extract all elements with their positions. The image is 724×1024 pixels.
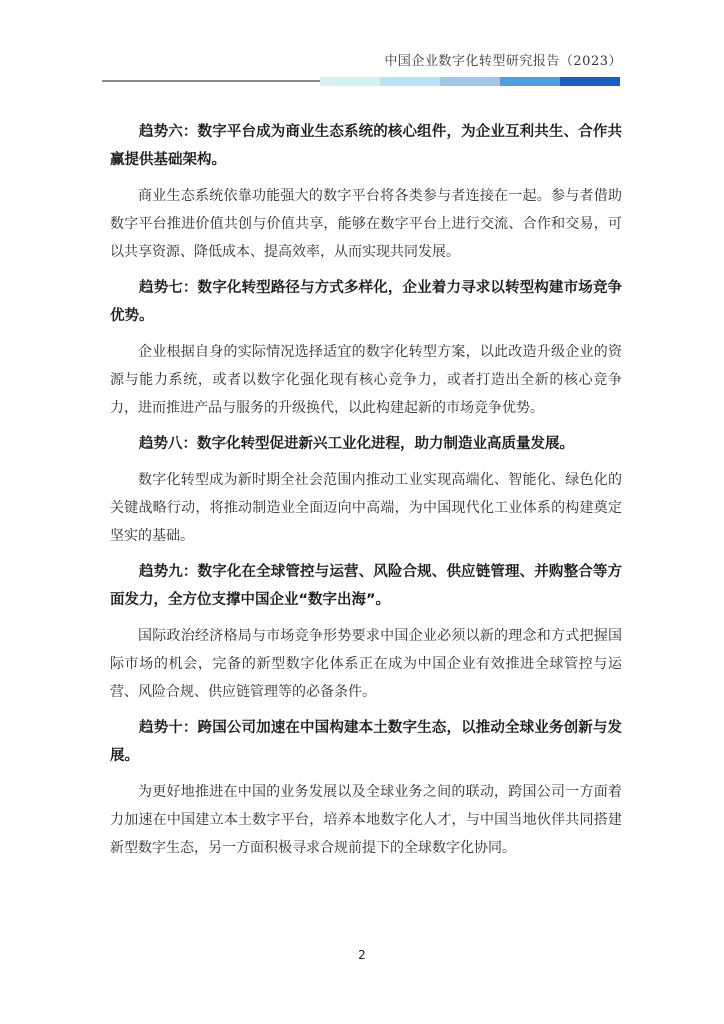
trend-ten-paragraph: 为更好地推进在中国的业务发展以及全球业务之间的联动，跨国公司一方面着力加速在中国建立本土数字平台，培养本地数字化人才，与中国当地伙伴共同搭建新型数字生态，另一方面积极寻求合规前提下的全球数字化协同。 (110, 784, 622, 856)
header-bar-segment (560, 77, 620, 86)
header-rule-line (102, 80, 320, 82)
trend-nine-heading: 趋势九：数字化在全球管控与运营、风险合规、供应链管理、并购整合等方面发力，全方位支撑中国企业“数字出海”。 (110, 564, 622, 608)
header-bar-segment (380, 77, 440, 86)
trend-nine-paragraph: 国际政治经济格局与市场竞争形势要求中国企业必须以新的理念和方式把握国际市场的机会，完备的新型数字化体系正在成为中国企业有效推进全球管控与运营、风险合规、供应链管理等的必备条件。 (110, 628, 622, 700)
header-color-bar (102, 77, 620, 86)
trend-ten-heading: 趋势十：跨国公司加速在中国构建本土数字生态，以推动全球业务创新与发展。 (110, 720, 622, 764)
page-number: 2 (358, 948, 366, 962)
trend-eight-paragraph: 数字化转型成为新时期全社会范围内推动工业实现高端化、智能化、绿色化的关键战略行动，将推动制造业全面迈向中高端，为中国现代化工业体系的构建奠定坚实的基础。 (110, 472, 622, 544)
header-bar-segment (320, 77, 380, 86)
trend-seven-paragraph: 企业根据自身的实际情况选择适宜的数字化转型方案，以此改造升级企业的资源与能力系统，或者以数字化强化现有核心竞争力，或者打造出全新的核心竞争力，进而推进产品与服务的升级换代，以此构建起新的市场竞争优势。 (110, 344, 622, 416)
header-bar-segment (440, 77, 500, 86)
trend-eight-heading: 趋势八：数字化转型促进新兴工业化进程，助力制造业高质量发展。 (139, 436, 574, 452)
trend-six-heading: 趋势六：数字平台成为商业生态系统的核心组件，为企业互利共生、合作共赢提供基础架构。 (110, 124, 622, 168)
trend-six-paragraph: 商业生态系统依靠功能强大的数字平台将各类参与者连接在一起。参与者借助数字平台推进价值共创与价值共享，能够在数字平台上进行交流、合作和交易，可以共享资源、降低成本、提高效率，从而实现共同发展。 (110, 188, 622, 260)
report-header-title: 中国企业数字化转型研究报告（2023） (384, 54, 622, 69)
document-body (110, 118, 622, 870)
trend-seven-heading: 趋势七：数字化转型路径与方式多样化，企业着力寻求以转型构建市场竞争优势。 (110, 280, 622, 324)
header-bar-segment (500, 77, 560, 86)
